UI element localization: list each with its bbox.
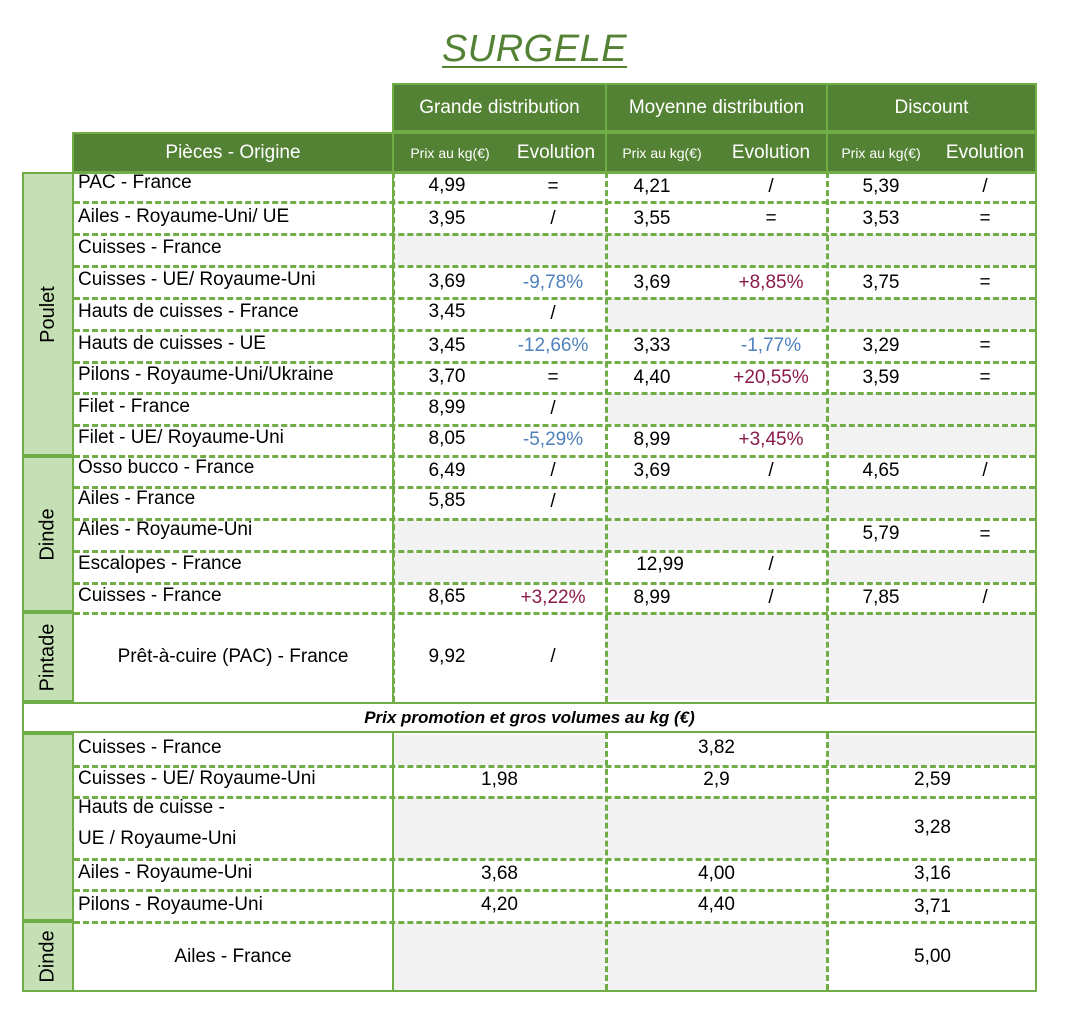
- md-price: 4,00: [698, 863, 735, 884]
- gd-price: 3,69: [428, 271, 466, 292]
- dc-evolution: =: [979, 272, 991, 293]
- dc-price: 3,29: [862, 335, 900, 356]
- row-label: Filet - UE/ Royaume-Uni: [78, 427, 284, 448]
- row-label: Escalopes - France: [78, 553, 242, 574]
- gd-price: 6,49: [428, 460, 466, 481]
- row-label: Prêt-à-cuire (PAC) - France: [117, 646, 349, 667]
- gd-evolution: +3,22%: [520, 587, 586, 608]
- row-label: Ailes - Royaume-Uni/ UE: [78, 206, 290, 227]
- empty-cell: [394, 234, 605, 265]
- gd-price: 4,99: [428, 175, 466, 196]
- dc-price: 2,59: [914, 769, 951, 790]
- gd-price: 3,45: [428, 301, 466, 322]
- row-label: Hauts de cuisses - France: [78, 301, 299, 322]
- empty-cell: [394, 551, 605, 582]
- md-price: 12,99: [636, 554, 684, 575]
- group-dinde-promo-label: Dinde: [36, 930, 59, 983]
- dc-evolution: /: [982, 587, 988, 608]
- md-evolution: /: [768, 176, 774, 197]
- empty-cell: [607, 487, 826, 518]
- dc-price: 3,53: [862, 208, 900, 229]
- gd-evolution: /: [550, 208, 556, 229]
- gd-evolution: -9,78%: [522, 272, 584, 293]
- md-evolution: +8,85%: [738, 272, 804, 293]
- md-evolution: /: [768, 554, 774, 575]
- dc-price: 4,65: [862, 460, 900, 481]
- md-price: 3,55: [633, 208, 671, 229]
- row-label: Cuisses - UE/ Royaume-Uni: [78, 768, 316, 789]
- row-label: PAC - France: [78, 172, 192, 193]
- gd-price: 5,85: [428, 490, 466, 511]
- empty-cell: [828, 487, 1037, 518]
- md-price: 8,99: [633, 429, 671, 450]
- md-price: 4,40: [633, 367, 671, 388]
- md-price: 8,99: [633, 587, 671, 608]
- gd-price: 8,05: [428, 428, 466, 449]
- header-prix-md: Prix au kg(€): [622, 144, 702, 161]
- gd-evolution: /: [550, 303, 556, 324]
- group-pintade: [22, 612, 74, 702]
- empty-cell: [607, 298, 826, 329]
- empty-cell: [828, 425, 1037, 456]
- row-label: Cuisses - France: [78, 585, 222, 606]
- gd-evolution: /: [550, 491, 556, 512]
- empty-cell: [394, 797, 605, 859]
- row-label: Ailes - Royaume-Uni: [78, 519, 253, 540]
- dc-evolution: /: [982, 460, 988, 481]
- md-evolution: +20,55%: [733, 367, 809, 388]
- md-evolution: +3,45%: [738, 429, 804, 450]
- empty-cell: [828, 298, 1037, 329]
- md-price: 3,33: [633, 335, 671, 356]
- empty-cell: [607, 923, 826, 990]
- md-price: 4,21: [633, 176, 671, 197]
- empty-cell: [607, 614, 826, 700]
- empty-cell: [828, 551, 1037, 582]
- empty-cell: [607, 519, 826, 550]
- gd-price: 3,95: [428, 208, 466, 229]
- empty-cell: [828, 614, 1037, 700]
- header-moyenne-distribution: Moyenne distribution: [605, 83, 828, 132]
- dc-evolution: /: [982, 176, 988, 197]
- gd-price: 9,92: [428, 646, 466, 667]
- gd-price: 8,99: [428, 397, 466, 418]
- empty-cell: [394, 923, 605, 990]
- dc-evolution: =: [979, 208, 991, 229]
- empty-cell: [828, 735, 1037, 765]
- row-label-line2: UE / Royaume-Uni: [78, 828, 237, 849]
- empty-cell: [828, 234, 1037, 265]
- empty-cell: [607, 393, 826, 424]
- gd-price: 3,68: [481, 863, 518, 884]
- dc-price: 5,00: [914, 946, 951, 967]
- dc-price: 7,85: [862, 587, 900, 608]
- group-dinde: [22, 456, 74, 612]
- empty-cell: [394, 519, 605, 550]
- gd-evolution: =: [547, 367, 559, 388]
- dc-evolution: =: [979, 524, 991, 545]
- gd-price: 1,98: [481, 769, 518, 790]
- gd-price: 8,65: [428, 586, 466, 607]
- md-evolution: /: [768, 587, 774, 608]
- gd-evolution: -12,66%: [517, 335, 589, 356]
- md-price: 3,69: [633, 460, 671, 481]
- row-label: Pilons - Royaume-Uni/Ukraine: [78, 364, 334, 385]
- row-label: Osso bucco - France: [78, 457, 255, 478]
- dc-price: 3,71: [914, 896, 951, 917]
- header-prix-gd: Prix au kg(€): [410, 144, 490, 161]
- dc-price: 3,28: [914, 817, 951, 838]
- row-label: Ailes - France: [174, 946, 292, 967]
- gd-evolution: /: [550, 398, 556, 419]
- row-label-line1: Hauts de cuisse -: [78, 797, 225, 818]
- group-poulet: [22, 172, 74, 456]
- empty-cell: [607, 797, 826, 859]
- md-evolution: -1,77%: [740, 335, 802, 356]
- header-evolution-gd: Evolution: [516, 141, 596, 163]
- gd-price: 3,70: [428, 366, 466, 387]
- header-evolution-dc: Evolution: [945, 141, 1025, 163]
- row-label: Pilons - Royaume-Uni: [78, 894, 263, 915]
- row-label: Cuisses - UE/ Royaume-Uni: [78, 269, 316, 290]
- md-evolution: /: [768, 460, 774, 481]
- header-prix-dc: Prix au kg(€): [841, 144, 921, 161]
- dc-price: 3,75: [862, 272, 900, 293]
- group-dinde-promo: [22, 921, 74, 992]
- group-poulet-label: Poulet: [36, 285, 59, 343]
- gd-evolution: /: [550, 646, 556, 667]
- gd-evolution: =: [547, 176, 559, 197]
- md-price: 4,40: [698, 894, 735, 915]
- dc-price: 3,59: [862, 367, 900, 388]
- header-grande-distribution: Grande distribution: [392, 83, 607, 132]
- row-label: Ailes - France: [78, 488, 196, 509]
- md-price: 2,9: [703, 769, 730, 790]
- row-label: Filet - France: [78, 396, 190, 417]
- dc-evolution: =: [979, 367, 991, 388]
- gd-price: 3,45: [428, 335, 466, 356]
- page-title: SURGELE: [441, 28, 628, 70]
- header-discount: Discount: [826, 83, 1037, 132]
- md-price: 3,69: [633, 272, 671, 293]
- row-label: Cuisses - France: [78, 237, 222, 258]
- empty-cell: [394, 735, 605, 765]
- empty-cell: [607, 234, 826, 265]
- group-dinde-label: Dinde: [36, 507, 59, 561]
- md-evolution: =: [765, 208, 777, 229]
- promo-title: Prix promotion et gros volumes au kg (€): [22, 702, 1037, 733]
- row-label: Ailes - Royaume-Uni: [78, 862, 253, 883]
- empty-cell: [828, 393, 1037, 424]
- dc-price: 5,79: [862, 523, 900, 544]
- md-price: 3,82: [698, 737, 735, 758]
- group-pintade-label: Pintade: [36, 623, 59, 691]
- dc-evolution: =: [979, 335, 991, 356]
- gd-evolution: -5,29%: [522, 429, 584, 450]
- row-label: Cuisses - France: [78, 737, 222, 758]
- gd-evolution: /: [550, 460, 556, 481]
- group-promo-blank: [22, 733, 74, 921]
- header-pieces-origine: Pièces - Origine: [165, 141, 301, 163]
- header-evolution-md: Evolution: [731, 141, 811, 163]
- gd-price: 4,20: [481, 894, 518, 915]
- dc-price: 5,39: [862, 176, 900, 197]
- dc-price: 3,16: [914, 863, 951, 884]
- row-label: Hauts de cuisses - UE: [78, 333, 266, 354]
